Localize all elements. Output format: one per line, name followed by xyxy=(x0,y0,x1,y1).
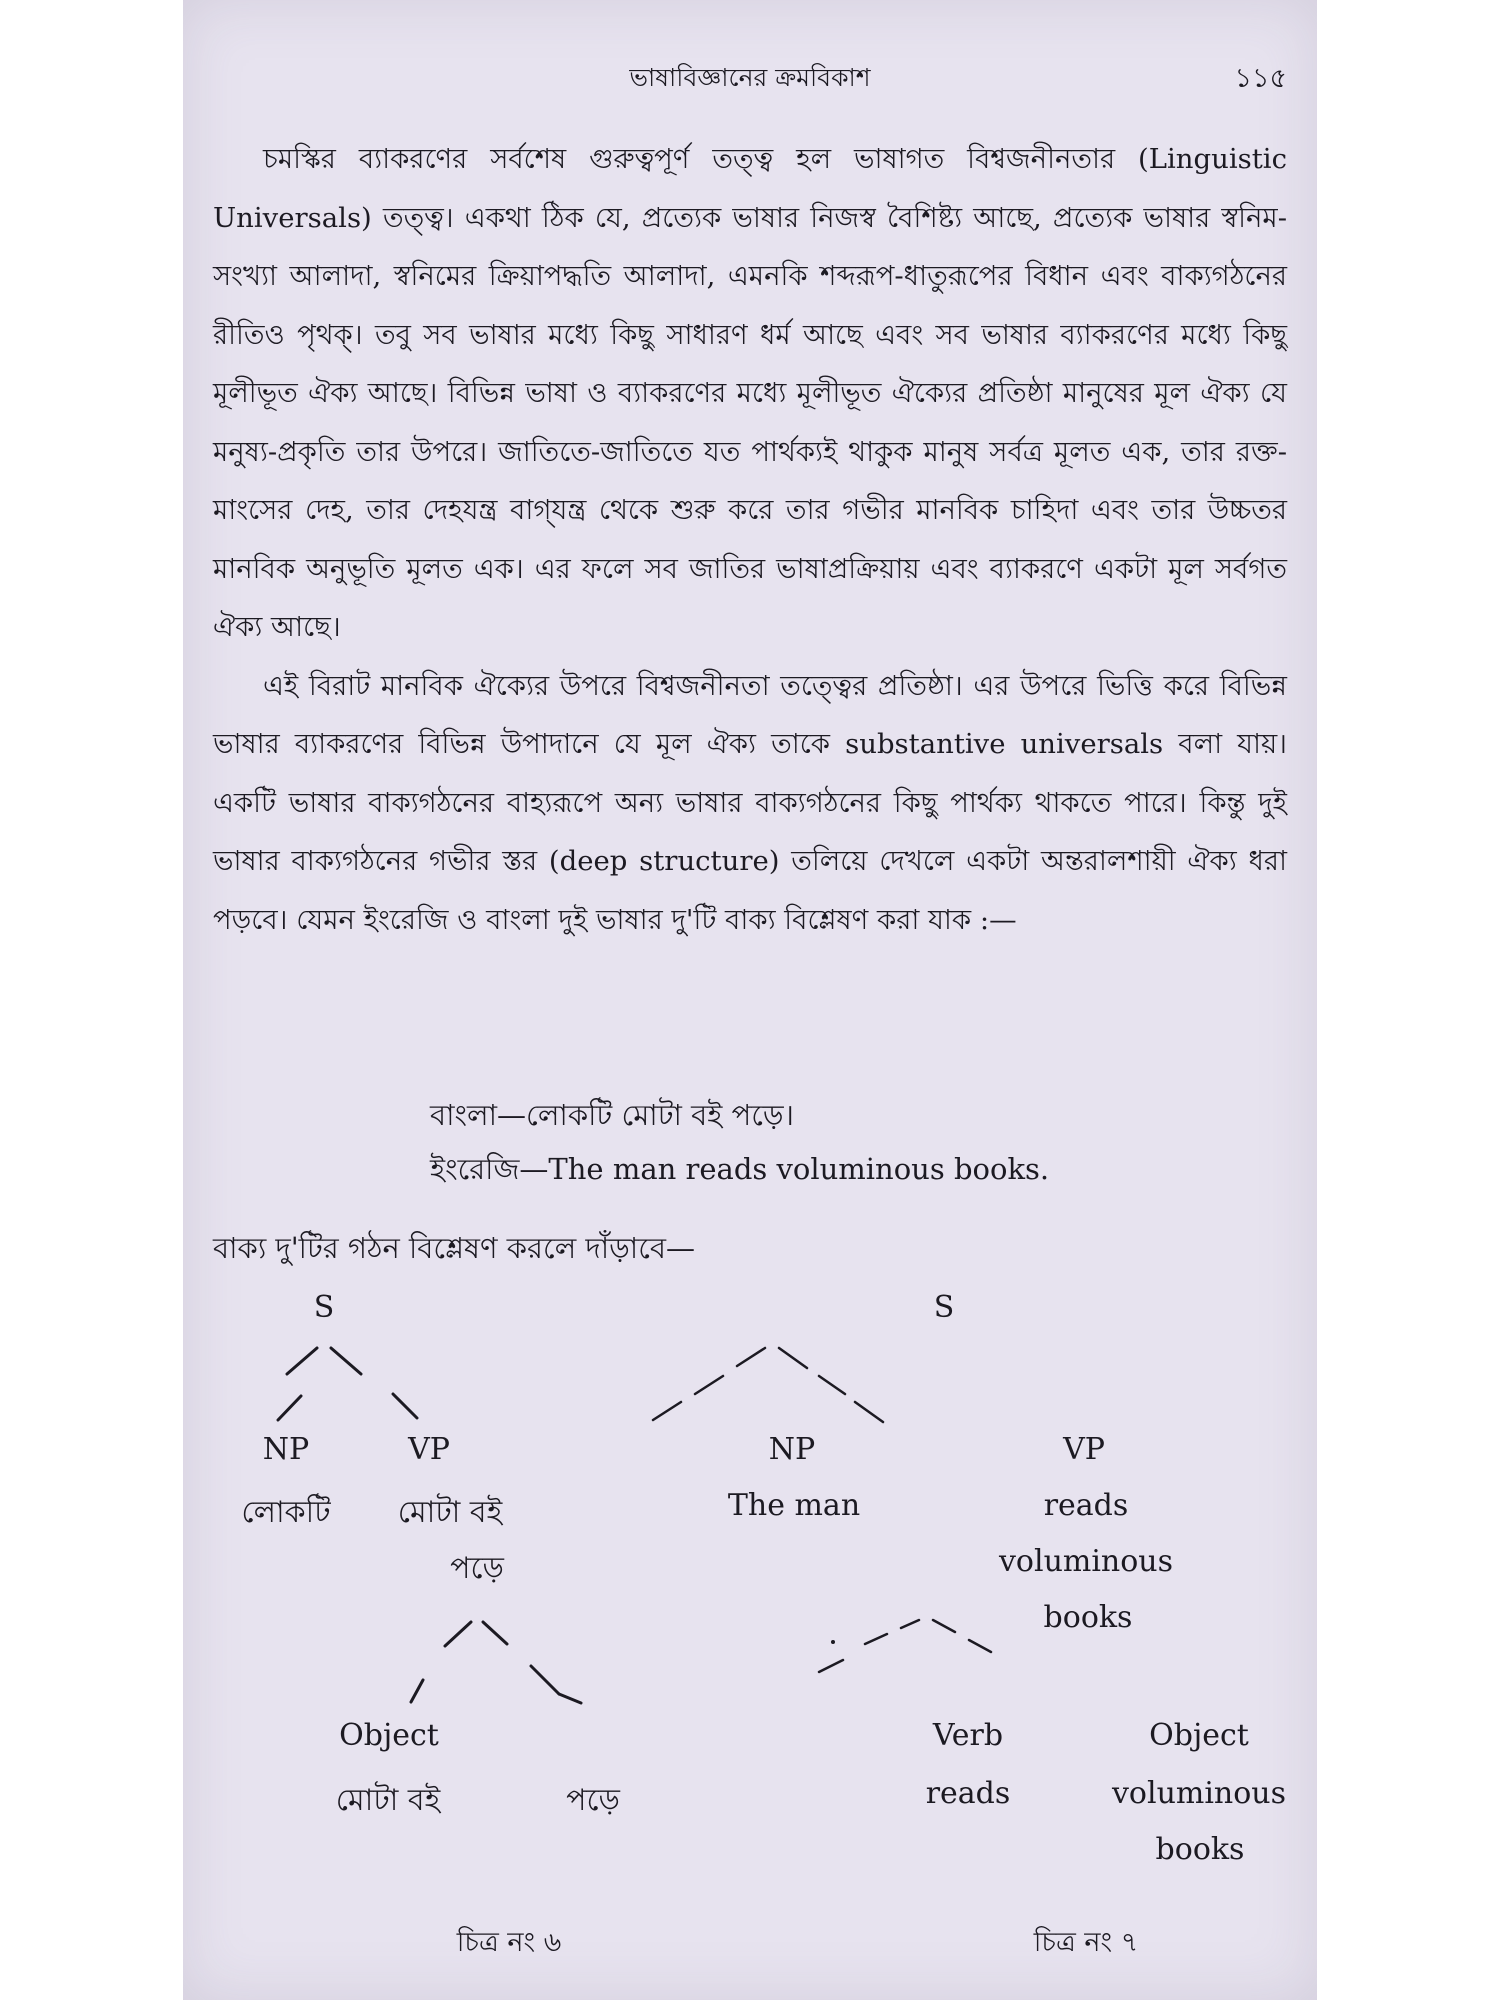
english-tree-root: S xyxy=(933,1290,955,1325)
analysis-intro: বাক্য দু'টির গঠন বিশ্লেষণ করলে দাঁড়াবে— xyxy=(213,1231,696,1265)
english-tree-vp: VP xyxy=(1063,1432,1105,1467)
bangla-tree-object-word: মোটা বই xyxy=(335,1783,441,1818)
branch-en-vp-left-3 xyxy=(819,1660,843,1672)
bangla-tree-root: S xyxy=(313,1290,335,1325)
branch-en-s-left-3 xyxy=(653,1402,681,1420)
english-tree-vp-word-3: books xyxy=(1043,1600,1133,1635)
branch-en-s-right-1 xyxy=(779,1348,807,1368)
book-page xyxy=(183,0,1317,2000)
branch-vp-verb xyxy=(531,1666,559,1694)
branch-s-np xyxy=(278,1396,301,1420)
branch-en-s-left-1 xyxy=(737,1348,765,1366)
bangla-tree-np-word: লোকটি xyxy=(241,1495,331,1530)
syntax-tree-diagrams xyxy=(183,1290,1317,1930)
branch-en-vp-right-1 xyxy=(933,1620,955,1632)
paragraph-1: চমস্কির ব্যাকরণের সর্বশেষ গুরুত্বপূর্ণ তত্ত্ব হল ভাষাগত বিশ্বজনীনতার (Linguistic Universals) তত্ত্ব। একথা ঠিক যে, প্রত্যেক ভাষার নিজস্ব বৈশিষ্ট্য আছে, প্রত্যেক ভাষার স্বনিম-সংখ্যা আলাদা, স্বনিমের ক্রিয়াপদ্ধতি আলাদা, এমনকি শব্দরূপ-ধাতুরূপের বিধান এবং বাক্যগঠনের রীতিও পৃথক্। তবু সব ভাষার মধ্যে কিছু সাধারণ ধর্ম আছে এবং সব ভাষার ব্যাকরণের মধ্যে কিছু মূলীভূত ঐক্য আছে। বিভিন্ন ভাষা ও ব্যাকরণের মধ্যে মূলীভূত ঐক্যের প্রতিষ্ঠা মানুষের মূল ঐক্য যে মনুষ্য-প্রকৃতি তার উপরে। জাতিতে-জাতিতে যত পার্থক্যই থাকুক মানুষ সর্বত্র মূলত এক, তার রক্ত-মাংসের দেহ, তার দেহযন্ত্র বাগ্‌যন্ত্র থেকে শুরু করে তার গভীর মানবিক চাহিদা এবং তার উচ্চতর মানবিক অনুভূতি মূলত এক। এর ফলে সব জাতির ভাষাপ্রক্রিয়ায় এবং ব্যাকরণে একটা মূল সর্বগত ঐক্য আছে। xyxy=(213,143,1287,643)
bangla-tree-vp: VP xyxy=(408,1432,450,1467)
branch-en-vp-left-2 xyxy=(901,1620,919,1628)
bangla-tree-vp-word-1: মোটা বই xyxy=(397,1495,503,1530)
branch-s-upper-left xyxy=(287,1348,317,1374)
running-title: ভাষাবিজ্ঞানের ক্রমবিকাশ xyxy=(629,63,871,92)
branch-s-vp xyxy=(393,1394,417,1418)
english-tree-verb: Verb xyxy=(932,1718,1004,1753)
english-tree-np-word: The man xyxy=(727,1488,861,1523)
figure-caption-6: চিত্র নং ৬ xyxy=(456,1927,562,1958)
english-tree-object-word-1: voluminous xyxy=(1111,1776,1287,1811)
branch-vp-upper-left xyxy=(445,1622,471,1646)
bangla-tree-verb-word: পড়ে xyxy=(566,1783,620,1818)
bangla-tree-object: Object xyxy=(339,1718,439,1753)
speck-dot xyxy=(831,1640,835,1644)
bangla-tree-vp-word-2: পড়ে xyxy=(450,1551,504,1586)
english-tree-object-word-2: books xyxy=(1155,1832,1245,1867)
branch-vp-object xyxy=(411,1680,423,1702)
english-tree-verb-word: reads xyxy=(925,1776,1011,1811)
tree-branches xyxy=(183,1290,1317,1930)
branch-s-upper-right xyxy=(331,1348,361,1374)
branch-en-s-right-2 xyxy=(819,1376,845,1394)
english-tree-vp-word-1: reads xyxy=(1043,1488,1129,1523)
branch-en-vp-right-2 xyxy=(969,1640,991,1652)
example-english: ইংরেজি—The man reads voluminous books. xyxy=(430,1152,1050,1186)
bangla-tree-np: NP xyxy=(262,1432,310,1467)
branch-en-s-left-2 xyxy=(695,1376,723,1394)
branch-vp-verb-dot xyxy=(559,1694,581,1703)
page-number: ১১৫ xyxy=(1234,63,1287,94)
english-tree-np: NP xyxy=(768,1432,816,1467)
running-head xyxy=(183,58,1317,98)
example-bangla: বাংলা—লোকটি মোটা বই পড়ে। xyxy=(430,1098,795,1132)
branch-en-vp-left-1 xyxy=(865,1634,887,1644)
paragraph-2: এই বিরাট মানবিক ঐক্যের উপরে বিশ্বজনীনতা তত্ত্বের প্রতিষ্ঠা। এর উপরে ভিত্তি করে বিভিন্ন ভাষার ব্যাকরণের বিভিন্ন উপাদানে যে মূল ঐক্য তাকে substantive universals বলা যায়। একটি ভাষার বাক্যগঠনের বাহ্যরূপে অন্য ভাষার বাক্যগঠনের কিছু পার্থক্য থাকতে পারে। কিন্তু দুই ভাষার বাক্যগঠনের গভীর স্তর (deep structure) তলিয়ে দেখলে একটা অন্তরালশায়ী ঐক্য ধরা পড়বে। যেমন ইংরেজি ও বাংলা দুই ভাষার দু'টি বাক্য বিশ্লেষণ করা যাক :— xyxy=(213,669,1287,936)
english-tree-object: Object xyxy=(1149,1718,1249,1753)
figure-caption-7: চিত্র নং ৭ xyxy=(1033,1927,1139,1958)
branch-en-s-right-3 xyxy=(855,1402,883,1422)
branch-vp-upper-right xyxy=(483,1622,507,1644)
body-text xyxy=(213,130,1287,949)
english-tree-vp-word-2: voluminous xyxy=(998,1544,1174,1579)
